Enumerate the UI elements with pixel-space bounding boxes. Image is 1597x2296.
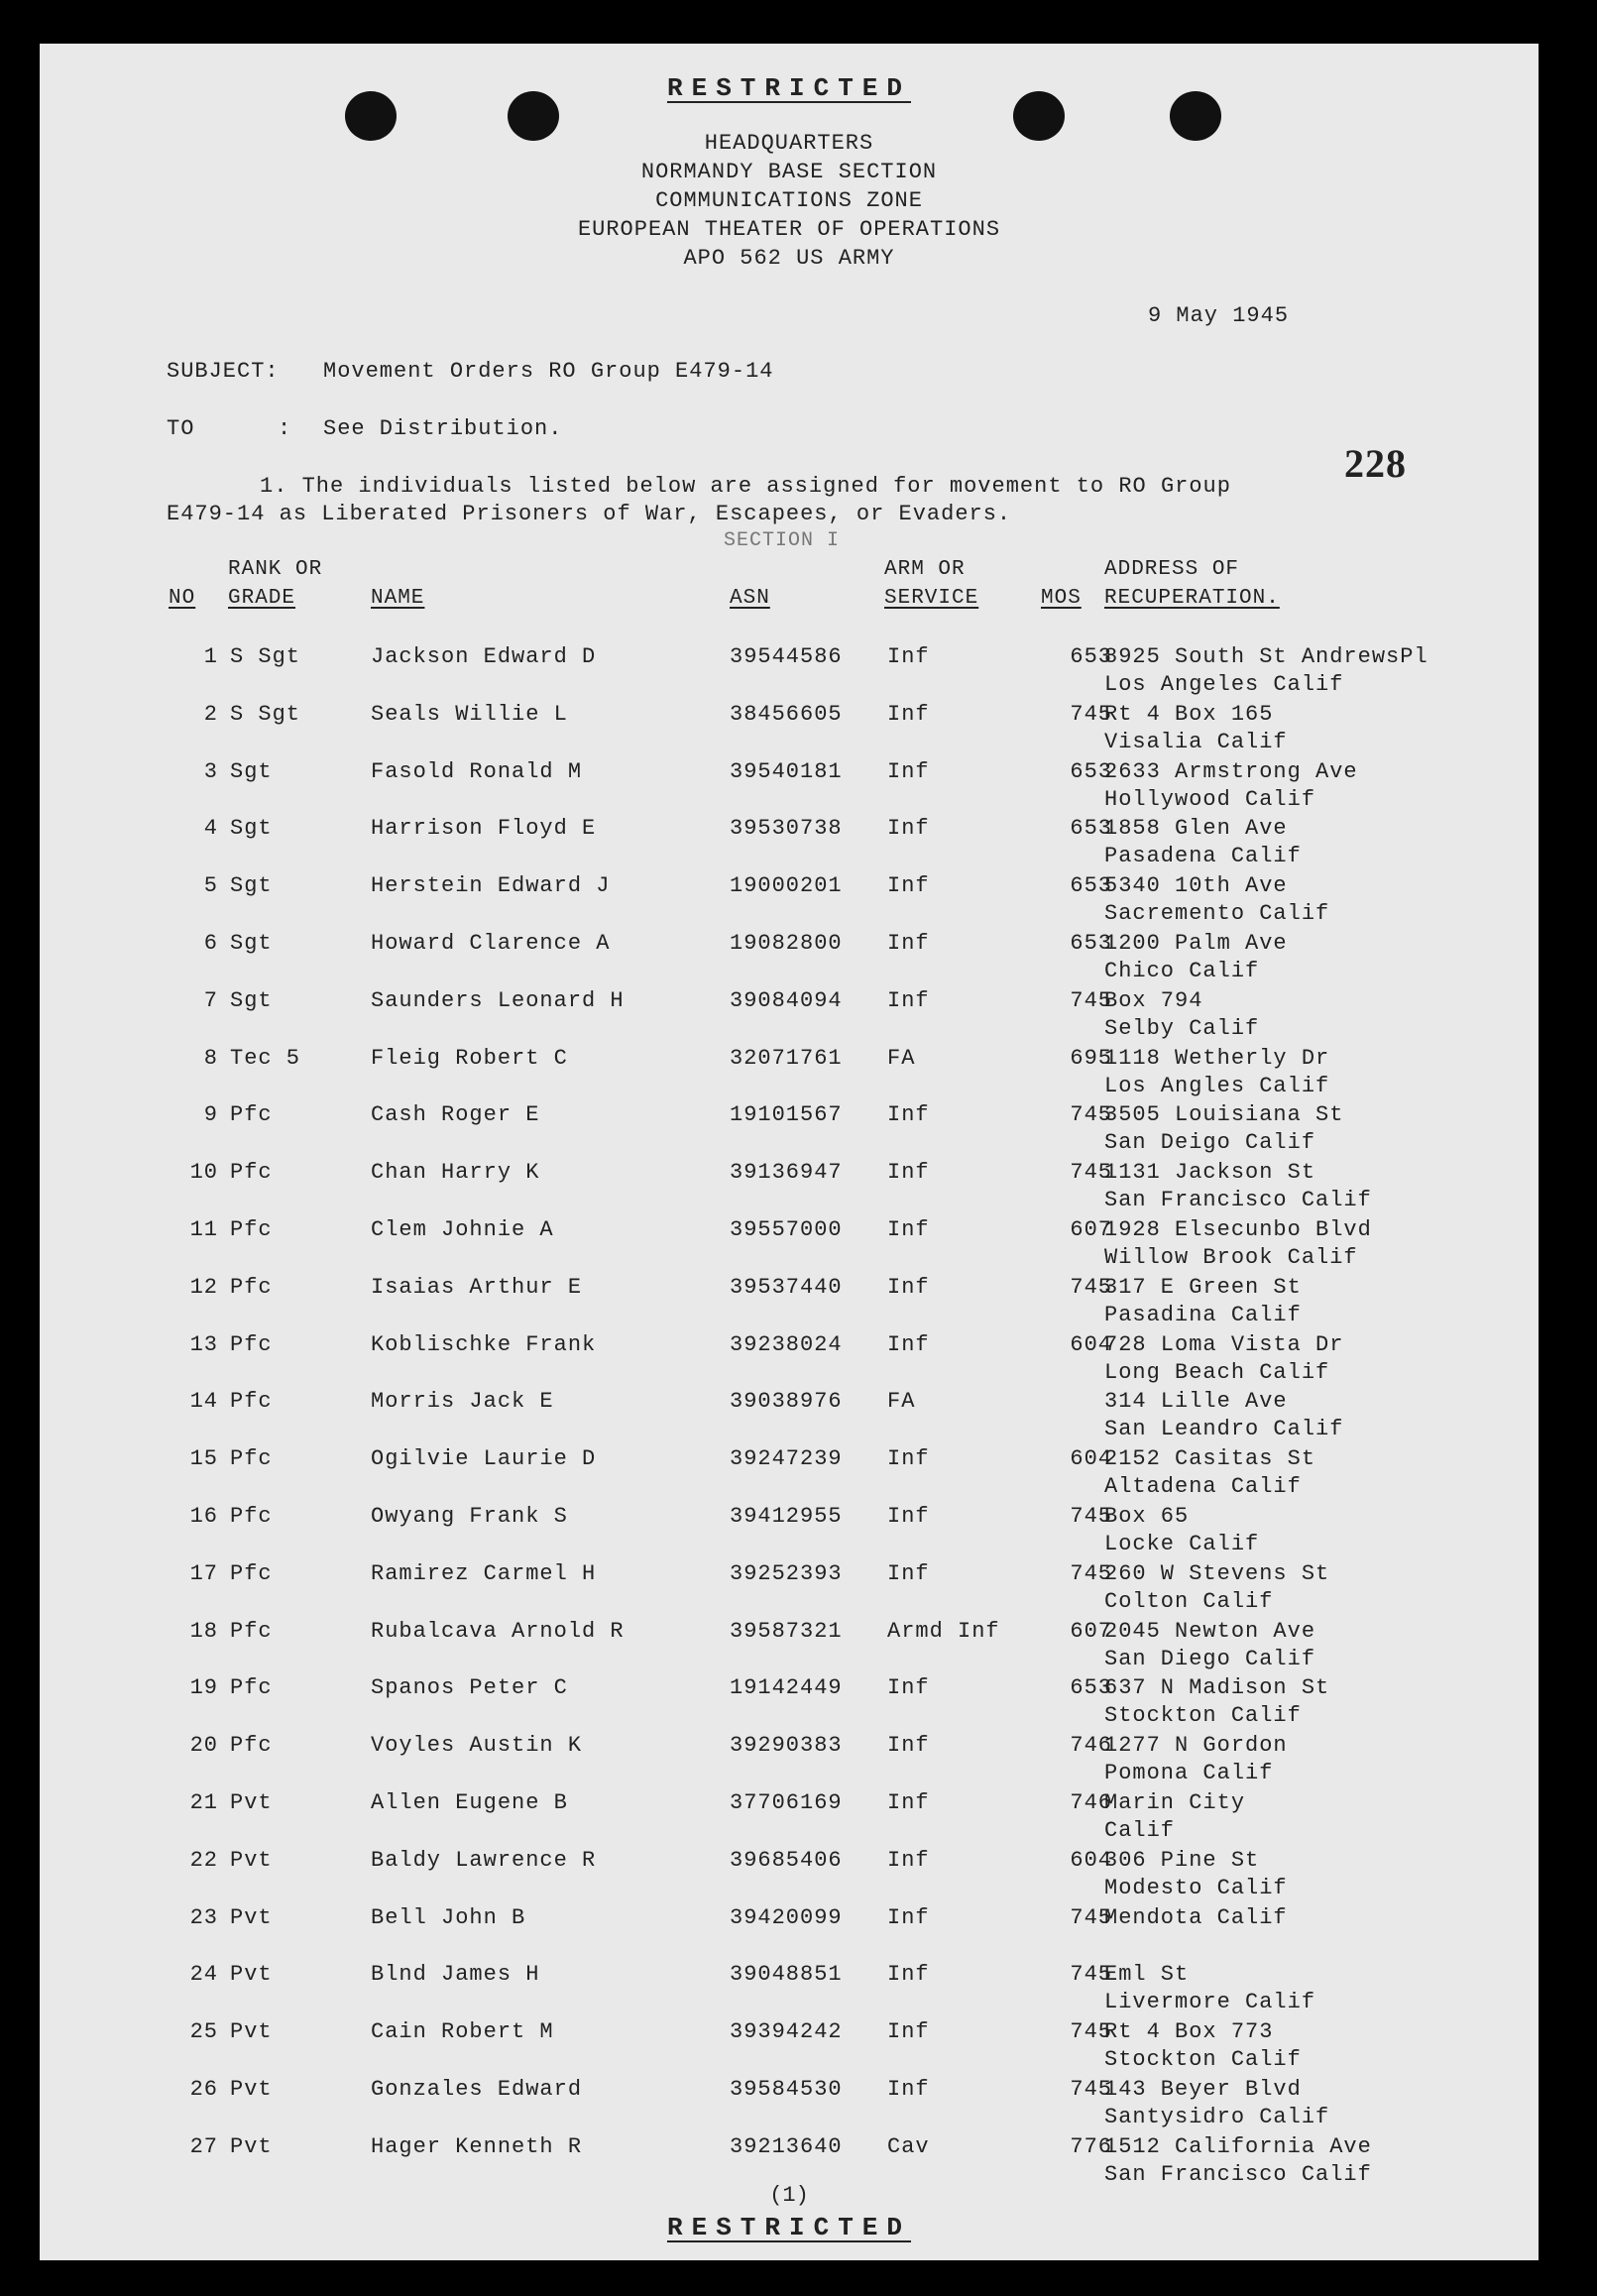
row-arm-service: Inf [887, 1560, 930, 1586]
header-line: HEADQUARTERS [704, 131, 874, 156]
row-address-line1: 5340 10th Ave [1104, 873, 1288, 899]
row-number: 27 [189, 2133, 218, 2159]
row-arm-service: FA [887, 1389, 916, 1415]
row-number: 14 [189, 1389, 218, 1415]
row-mos: 745 [1070, 2019, 1112, 2045]
row-rank: Pfc [230, 1618, 273, 1644]
classification-top: RESTRICTED [666, 73, 912, 103]
table-row [40, 1790, 1539, 1848]
header-line: EUROPEAN THEATER OF OPERATIONS [577, 217, 1001, 242]
row-name: Ramirez Carmel H [371, 1560, 597, 1586]
row-arm-service: Inf [887, 1504, 930, 1529]
row-mos: 746 [1070, 1790, 1112, 1815]
row-arm-service: Inf [887, 1102, 930, 1128]
row-name: Chan Harry K [371, 1160, 540, 1186]
row-mos: 607 [1070, 1618, 1112, 1644]
table-row [40, 1046, 1539, 1103]
row-rank: Pvt [230, 1790, 273, 1815]
to-label: TO [167, 416, 195, 441]
row-mos: 604 [1070, 1446, 1112, 1472]
table-row [40, 644, 1539, 702]
row-address-line2: San Diego Calif [1104, 1646, 1316, 1671]
row-number: 18 [189, 1618, 218, 1644]
row-name: Cash Roger E [371, 1102, 540, 1128]
row-mos: 746 [1070, 1733, 1112, 1759]
row-address-line2: Pasadina Calif [1104, 1302, 1302, 1327]
header-block [40, 129, 1539, 273]
row-arm-service: Inf [887, 816, 930, 842]
row-rank: Pvt [230, 1847, 273, 1873]
row-asn: 39084094 [730, 987, 843, 1013]
row-arm-service: Inf [887, 987, 930, 1013]
page-stamp-number: 228 [1344, 441, 1407, 486]
table-row [40, 1962, 1539, 2019]
paragraph-line: 1. The individuals listed below are assigned for movement to RO Group [260, 474, 1231, 499]
row-address-line1: 1118 Wetherly Dr [1104, 1045, 1330, 1071]
row-rank: Pvt [230, 2019, 273, 2045]
table-row [40, 1561, 1539, 1619]
row-asn: 39420099 [730, 1904, 843, 1930]
row-mos: 745 [1070, 987, 1112, 1013]
row-asn: 39247239 [730, 1446, 843, 1472]
row-address-line1: Box 794 [1104, 987, 1203, 1013]
row-arm-service: Inf [887, 758, 930, 784]
row-number: 15 [189, 1446, 218, 1472]
page-number: (1) [769, 2183, 809, 2208]
table-row [40, 816, 1539, 873]
table-row [40, 988, 1539, 1046]
row-number: 2 [203, 701, 218, 727]
header-line: COMMUNICATIONS ZONE [655, 188, 923, 213]
row-arm-service: Inf [887, 2019, 930, 2045]
col-rank-header [228, 555, 322, 613]
row-arm-service: Inf [887, 1962, 930, 1988]
row-rank: Pfc [230, 1160, 273, 1186]
col-no-header: NO [169, 587, 196, 610]
table-row [40, 1733, 1539, 1790]
row-address-line1: 728 Loma Vista Dr [1104, 1331, 1344, 1357]
row-asn: 39038976 [730, 1389, 843, 1415]
row-address-line2: Chico Calif [1104, 959, 1260, 983]
row-mos: 695 [1070, 1045, 1112, 1071]
row-address-line1: Rt 4 Box 165 [1104, 701, 1274, 727]
row-arm-service: Inf [887, 931, 930, 956]
to-separator: : [278, 416, 292, 441]
row-mos: 604 [1070, 1847, 1112, 1873]
row-rank: S Sgt [230, 644, 301, 669]
row-asn: 39544586 [730, 644, 843, 669]
header-line: NORMANDY BASE SECTION [640, 160, 938, 184]
row-mos: 745 [1070, 1160, 1112, 1186]
row-name: Harrison Floyd E [371, 816, 597, 842]
document-date: 9 May 1945 [1148, 303, 1290, 328]
row-number: 22 [189, 1847, 218, 1873]
row-number: 7 [203, 987, 218, 1013]
row-asn: 39238024 [730, 1331, 843, 1357]
row-mos: 653 [1070, 758, 1112, 784]
table-row [40, 1446, 1539, 1504]
row-rank: Pfc [230, 1446, 273, 1472]
row-asn: 39290383 [730, 1733, 843, 1759]
row-mos: 745 [1070, 1504, 1112, 1529]
row-rank: Pfc [230, 1560, 273, 1586]
row-address-line2: Stockton Calif [1104, 2047, 1302, 2073]
table-row [40, 1389, 1539, 1446]
row-address-line2: San Francisco Calif [1104, 2161, 1372, 2187]
row-name: Howard Clarence A [371, 931, 611, 956]
row-name: Clem Johnie A [371, 1217, 554, 1242]
table-row [40, 1504, 1539, 1561]
table-row [40, 702, 1539, 759]
row-number: 21 [189, 1790, 218, 1815]
row-rank: Pfc [230, 1102, 273, 1128]
row-address-line2: Stockton Calif [1104, 1703, 1302, 1729]
table-row [40, 1619, 1539, 1676]
row-asn: 19101567 [730, 1102, 843, 1128]
row-rank: Pvt [230, 1962, 273, 1988]
row-asn: 19000201 [730, 873, 843, 899]
row-mos: 604 [1070, 1331, 1112, 1357]
table-row [40, 1332, 1539, 1390]
row-rank: Sgt [230, 816, 273, 842]
row-rank: Pfc [230, 1389, 273, 1415]
row-number: 25 [189, 2019, 218, 2045]
row-mos: 745 [1070, 2077, 1112, 2102]
row-rank: Pvt [230, 2077, 273, 2102]
row-address-line2: Hollywood Calif [1104, 786, 1316, 812]
row-asn: 39394242 [730, 2019, 843, 2045]
row-name: Fleig Robert C [371, 1045, 568, 1071]
table-row [40, 1848, 1539, 1905]
row-arm-service: Inf [887, 873, 930, 899]
table-row [40, 931, 1539, 988]
row-address-line2: Pomona Calif [1104, 1761, 1274, 1786]
col-arm-line: SERVICE [884, 587, 979, 610]
row-mos: 653 [1070, 873, 1112, 899]
row-arm-service: Inf [887, 1331, 930, 1357]
row-number: 19 [189, 1675, 218, 1701]
to-value: See Distribution. [323, 416, 563, 441]
row-address-line1: 3505 Louisiana St [1104, 1102, 1344, 1128]
row-asn: 19082800 [730, 931, 843, 956]
row-address-line2: Los Angles Calif [1104, 1073, 1330, 1098]
row-mos: 745 [1070, 701, 1112, 727]
row-number: 10 [189, 1160, 218, 1186]
row-asn: 39540181 [730, 758, 843, 784]
classification-bottom: RESTRICTED [666, 2213, 912, 2242]
row-address-line1: 1200 Palm Ave [1104, 931, 1288, 956]
row-arm-service: FA [887, 1045, 916, 1071]
row-address-line1: 2152 Casitas St [1104, 1446, 1316, 1472]
subject-value: Movement Orders RO Group E479-14 [323, 359, 774, 384]
row-mos: 745 [1070, 1962, 1112, 1988]
row-address-line1: 1858 Glen Ave [1104, 816, 1288, 842]
row-rank: Pfc [230, 1504, 273, 1529]
row-name: Rubalcava Arnold R [371, 1618, 625, 1644]
row-address-line1: Rt 4 Box 773 [1104, 2019, 1274, 2045]
row-rank: Pfc [230, 1675, 273, 1701]
row-address-line2: Santysidro Calif [1104, 2105, 1330, 2129]
row-mos: 653 [1070, 1675, 1112, 1701]
table-row [40, 1905, 1539, 1963]
row-name: Herstein Edward J [371, 873, 611, 899]
document-page [40, 44, 1539, 2260]
row-name: Hager Kenneth R [371, 2133, 583, 2159]
row-number: 6 [203, 931, 218, 956]
row-address-line1: Marin City [1104, 1790, 1246, 1815]
row-name: Gonzales Edward [371, 2077, 583, 2102]
row-name: Fasold Ronald M [371, 758, 583, 784]
row-number: 9 [203, 1102, 218, 1128]
row-name: Allen Eugene B [371, 1790, 568, 1815]
row-asn: 39136947 [730, 1160, 843, 1186]
row-arm-service: Inf [887, 1446, 930, 1472]
row-asn: 39048851 [730, 1962, 843, 1988]
row-address-line2: Livermore Calif [1104, 1990, 1316, 2015]
table-row [40, 2019, 1539, 2077]
row-rank: Sgt [230, 931, 273, 956]
col-address-header [1104, 555, 1280, 613]
row-name: Voyles Austin K [371, 1733, 583, 1759]
row-number: 11 [189, 1217, 218, 1242]
table-row [40, 1102, 1539, 1160]
row-address-line2: San Leandro Calif [1104, 1417, 1344, 1442]
row-number: 24 [189, 1962, 218, 1988]
row-arm-service: Armd Inf [887, 1618, 1000, 1644]
row-address-line2: Willow Brook Calif [1104, 1245, 1358, 1270]
table-row [40, 1675, 1539, 1733]
col-rank-line: RANK OR [228, 558, 323, 581]
row-arm-service: Inf [887, 701, 930, 727]
row-address-line2: Locke Calif [1104, 1532, 1260, 1556]
row-mos: 776 [1070, 2133, 1112, 2159]
row-arm-service: Inf [887, 1847, 930, 1873]
row-number: 12 [189, 1274, 218, 1300]
row-address-line1: 314 Lille Ave [1104, 1389, 1288, 1415]
row-address-line2: San Deigo Calif [1104, 1130, 1316, 1156]
row-mos: 653 [1070, 644, 1112, 669]
row-rank: Pfc [230, 1217, 273, 1242]
row-rank: Pfc [230, 1733, 273, 1759]
row-mos: 745 [1070, 1274, 1112, 1300]
row-arm-service: Inf [887, 1160, 930, 1186]
row-asn: 39213640 [730, 2133, 843, 2159]
row-address-line2: Modesto Calif [1104, 1875, 1288, 1900]
col-arm-header [884, 555, 978, 613]
row-rank: Sgt [230, 987, 273, 1013]
row-name: Saunders Leonard H [371, 987, 625, 1013]
row-address-line1: 1131 Jackson St [1104, 1160, 1316, 1186]
row-number: 20 [189, 1733, 218, 1759]
row-asn: 19142449 [730, 1675, 843, 1701]
subject-label: SUBJECT: [167, 359, 280, 384]
row-address-line2: San Francisco Calif [1104, 1188, 1372, 1213]
row-number: 4 [203, 816, 218, 842]
row-number: 8 [203, 1045, 218, 1071]
row-number: 26 [189, 2077, 218, 2102]
row-address-line1: 1928 Elsecunbo Blvd [1104, 1217, 1372, 1242]
row-arm-service: Inf [887, 2077, 930, 2102]
row-number: 17 [189, 1560, 218, 1586]
row-mos: 607 [1070, 1217, 1112, 1242]
row-asn: 37706169 [730, 1790, 843, 1815]
row-address-line1: 2045 Newton Ave [1104, 1618, 1316, 1644]
row-number: 23 [189, 1904, 218, 1930]
row-rank: Pvt [230, 2133, 273, 2159]
row-address-line1: 1277 N Gordon [1104, 1733, 1288, 1759]
row-name: Koblischke Frank [371, 1331, 597, 1357]
row-address-line1: 8925 South St AndrewsPl [1104, 644, 1428, 669]
row-asn: 39412955 [730, 1504, 843, 1529]
col-arm-line: ARM OR [884, 558, 966, 581]
row-name: Blnd James H [371, 1962, 540, 1988]
row-name: Bell John B [371, 1904, 526, 1930]
row-name: Seals Willie L [371, 701, 568, 727]
row-rank: Pfc [230, 1274, 273, 1300]
row-number: 1 [203, 644, 218, 669]
row-rank: Sgt [230, 873, 273, 899]
row-number: 16 [189, 1504, 218, 1529]
row-address-line2: Visalia Calif [1104, 729, 1288, 754]
row-asn: 39557000 [730, 1217, 843, 1242]
row-arm-service: Inf [887, 644, 930, 669]
row-address-line2: Selby Calif [1104, 1015, 1260, 1041]
row-address-line1: 637 N Madison St [1104, 1675, 1330, 1701]
col-address-line: RECUPERATION. [1104, 587, 1280, 610]
col-mos-header: MOS [1041, 587, 1082, 610]
table-row [40, 2077, 1539, 2134]
row-mos: 745 [1070, 1904, 1112, 1930]
row-address-line1: 260 W Stevens St [1104, 1560, 1330, 1586]
row-arm-service: Cav [887, 2133, 930, 2159]
row-name: Cain Robert M [371, 2019, 554, 2045]
row-mos: 653 [1070, 816, 1112, 842]
row-asn: 39685406 [730, 1847, 843, 1873]
row-asn: 32071761 [730, 1045, 843, 1071]
col-asn-header: ASN [730, 587, 770, 610]
row-rank: Tec 5 [230, 1045, 301, 1071]
row-address-line2: Los Angeles Calif [1104, 672, 1344, 697]
table-row [40, 1217, 1539, 1275]
row-name: Jackson Edward D [371, 644, 597, 669]
table-row [40, 759, 1539, 817]
row-address-line2: Long Beach Calif [1104, 1359, 1330, 1385]
row-arm-service: Inf [887, 1675, 930, 1701]
col-rank-line: GRADE [228, 587, 296, 610]
row-address-line1: Box 65 [1104, 1504, 1190, 1529]
row-mos: 653 [1070, 931, 1112, 956]
row-address-line2: Pasadena Calif [1104, 844, 1302, 869]
row-arm-service: Inf [887, 1217, 930, 1242]
row-rank: Sgt [230, 758, 273, 784]
row-name: Spanos Peter C [371, 1675, 568, 1701]
row-arm-service: Inf [887, 1733, 930, 1759]
row-number: 3 [203, 758, 218, 784]
row-asn: 39530738 [730, 816, 843, 842]
row-address-line1: 1512 California Ave [1104, 2133, 1372, 2159]
row-address-line1: 306 Pine St [1104, 1847, 1260, 1873]
row-name: Baldy Lawrence R [371, 1847, 597, 1873]
table-row [40, 1160, 1539, 1217]
row-asn: 39537440 [730, 1274, 843, 1300]
row-number: 5 [203, 873, 218, 899]
row-mos: 745 [1070, 1102, 1112, 1128]
col-address-line: ADDRESS OF [1104, 558, 1240, 581]
row-rank: Pvt [230, 1904, 273, 1930]
row-address-line1: 143 Beyer Blvd [1104, 2077, 1302, 2102]
row-address-line2: Colton Calif [1104, 1588, 1274, 1614]
row-name: Morris Jack E [371, 1389, 554, 1415]
row-asn: 39252393 [730, 1560, 843, 1586]
row-name: Owyang Frank S [371, 1504, 568, 1529]
row-arm-service: Inf [887, 1274, 930, 1300]
row-address-line1: Mendota Calif [1104, 1904, 1288, 1930]
row-name: Ogilvie Laurie D [371, 1446, 597, 1472]
table-row [40, 1275, 1539, 1332]
row-address-line1: 2633 Armstrong Ave [1104, 758, 1358, 784]
header-line: APO 562 US ARMY [683, 246, 895, 271]
row-rank: S Sgt [230, 701, 301, 727]
row-asn: 38456605 [730, 701, 843, 727]
row-arm-service: Inf [887, 1790, 930, 1815]
row-address-line1: 317 E Green St [1104, 1274, 1302, 1300]
paragraph-line: E479-14 as Liberated Prisoners of War, Escapees, or Evaders. [167, 502, 1012, 526]
row-rank: Pfc [230, 1331, 273, 1357]
row-asn: 39584530 [730, 2077, 843, 2102]
section-heading: SECTION I [724, 529, 841, 552]
row-asn: 39587321 [730, 1618, 843, 1644]
row-address-line2: Sacremento Calif [1104, 901, 1330, 927]
row-arm-service: Inf [887, 1904, 930, 1930]
table-row [40, 873, 1539, 931]
row-name: Isaias Arthur E [371, 1274, 583, 1300]
col-name-header: NAME [371, 587, 425, 610]
row-address-line1: Eml St [1104, 1962, 1190, 1988]
row-address-line2: Calif [1104, 1818, 1176, 1843]
row-mos: 745 [1070, 1560, 1112, 1586]
row-address-line2: Altadena Calif [1104, 1474, 1302, 1500]
row-number: 13 [189, 1331, 218, 1357]
